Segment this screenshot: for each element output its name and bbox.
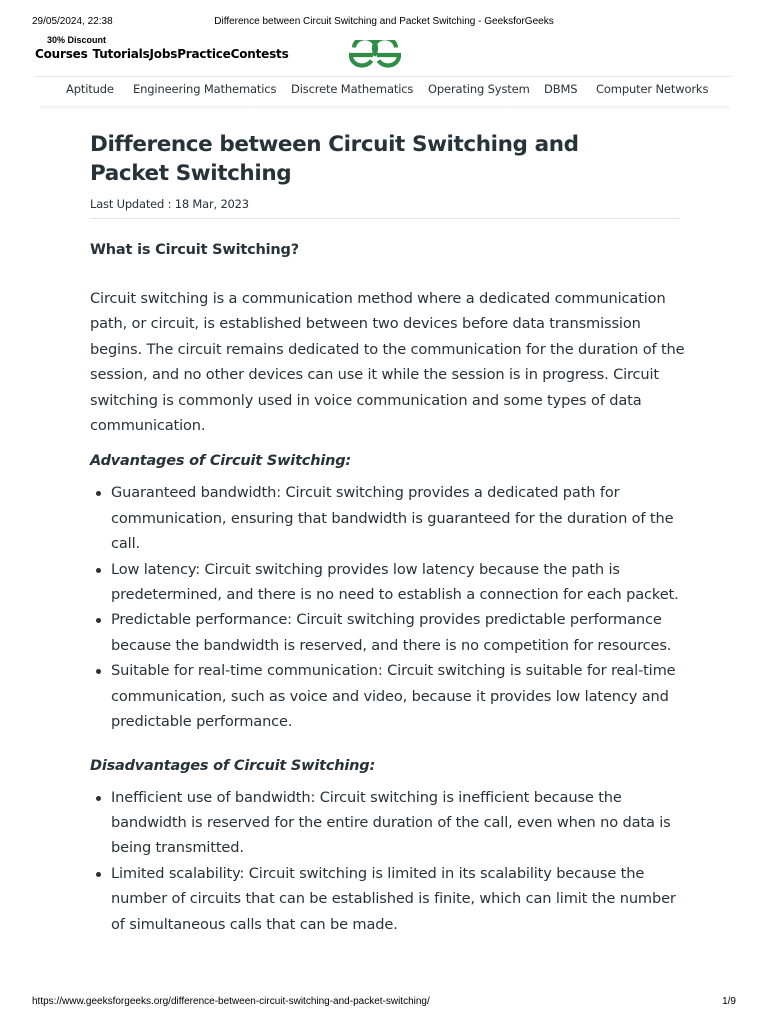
- advantages-list: [90, 480, 690, 734]
- list-item: Suitable for real-time communication: Circuit switching is suitable for real-time communication, such as voice and video, because it provides low latency and predictable performance.: [111, 658, 690, 734]
- disadvantages-heading: Disadvantages of Circuit Switching:: [90, 757, 376, 774]
- discount-badge[interactable]: 30% Discount: [47, 35, 107, 45]
- print-footer: [32, 996, 736, 1010]
- advantages-heading: Advantages of Circuit Switching:: [90, 453, 352, 470]
- category-dbms[interactable]: DBMS: [544, 82, 578, 96]
- nav-contests[interactable]: Contests: [230, 47, 289, 61]
- section-heading: What is Circuit Switching?: [90, 242, 299, 258]
- page-number: 1/9: [722, 996, 736, 1007]
- article-content: [90, 238, 690, 937]
- print-page-title: Difference between Circuit Switching and Packet Switching - GeeksforGeeks: [214, 16, 554, 27]
- list-item: Inefficient use of bandwidth: Circuit switching is inefficient because the bandwidth is reserved for the entire duration of the call, even when no data is being transmitted.: [111, 785, 690, 861]
- category-computer-networks[interactable]: Computer Networks: [596, 82, 709, 96]
- category-discrete-mathematics[interactable]: Discrete Mathematics: [291, 82, 414, 96]
- intro-paragraph: Circuit switching is a communication method where a dedicated communication path, or circuit, is established between two devices before data transmission begins. The circuit remains dedicated to the communication for the duration of the session, and no other devices can use it while the session is in progress. Circuit switching is commonly used in voice communication and some types of data communication.: [90, 290, 685, 435]
- nav-jobs[interactable]: Jobs: [149, 47, 178, 61]
- last-updated: Last Updated : 18 Mar, 2023: [90, 197, 249, 211]
- list-item: Low latency: Circuit switching provides low latency because the path is predetermined, and there is no need to establish a connection for each packet.: [111, 557, 690, 608]
- print-datetime: 29/05/2024, 22:38: [32, 16, 113, 27]
- title-divider: [90, 218, 679, 219]
- article-title: Difference between Circuit Switching and Packet Switching: [90, 132, 579, 186]
- list-item: Predictable performance: Circuit switching provides predictable performance because the bandwidth is reserved, and there is no competition for resources.: [111, 607, 690, 658]
- category-aptitude[interactable]: Aptitude: [66, 82, 114, 96]
- list-item: Limited scalability: Circuit switching is limited in its scalability because the number of circuits that can be established is finite, which can limit the number of simultaneous calls that can be made.: [111, 861, 690, 937]
- category-nav-shadow: [40, 106, 730, 110]
- header-divider: [35, 76, 731, 77]
- nav-courses[interactable]: Courses: [35, 47, 88, 61]
- print-url: https://www.geeksforgeeks.org/difference-between-circuit-switching-and-packet-switching/: [32, 996, 430, 1007]
- category-operating-system[interactable]: Operating System: [428, 82, 530, 96]
- print-header: [32, 16, 736, 30]
- top-nav: [35, 47, 289, 61]
- geeksforgeeks-logo-icon[interactable]: [346, 40, 404, 70]
- nav-practice[interactable]: Practice: [177, 47, 231, 61]
- nav-tutorials[interactable]: Tutorials: [92, 47, 150, 61]
- category-engineering-mathematics[interactable]: Engineering Mathematics: [133, 82, 277, 96]
- category-nav: [66, 82, 728, 100]
- disadvantages-list: [90, 785, 690, 937]
- list-item: Guaranteed bandwidth: Circuit switching provides a dedicated path for communication, ensuring that bandwidth is guaranteed for the duration of the call.: [111, 480, 690, 556]
